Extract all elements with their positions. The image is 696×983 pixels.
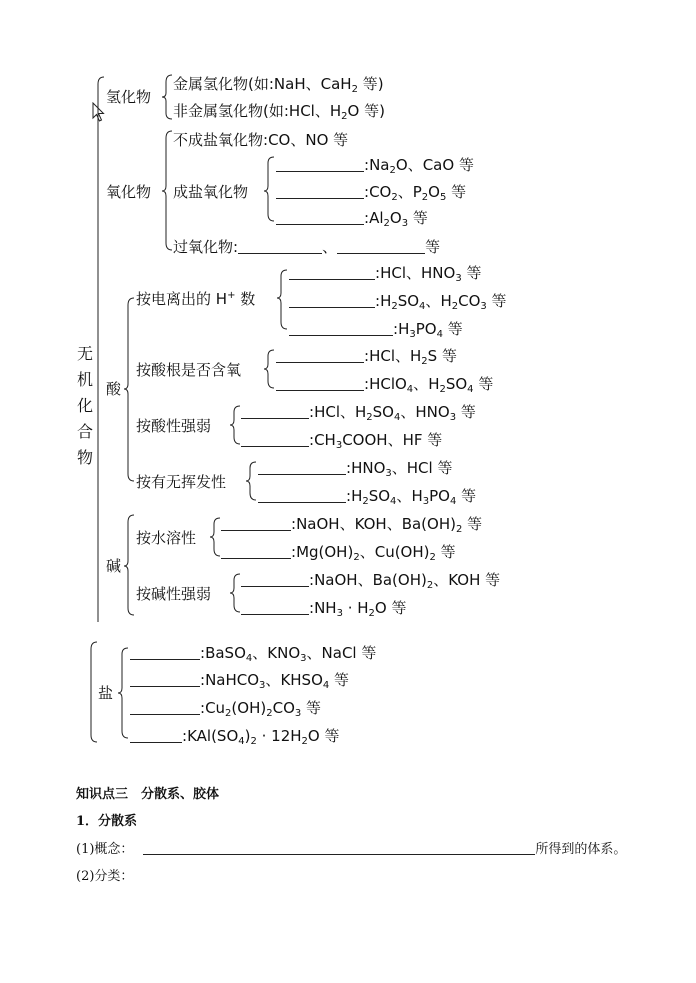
answer-blank[interactable] — [143, 840, 535, 855]
classify-line: (2)分类： — [76, 869, 134, 884]
base-strength-row-1: :NaOH、$Ba(OH)_2$、KOH 等 — [241, 571, 500, 589]
acid-o-bracket — [264, 350, 274, 388]
subsection-title: 1．分散系 — [76, 814, 138, 829]
salt-row-3: $:Cu_2(OH)_2CO_3$ 等 — [130, 699, 321, 717]
acid-h-bracket — [277, 270, 287, 329]
salt-oxide-label: 成盐氧化物 — [173, 183, 249, 201]
acid-vol-row-1: $:HNO_3$、HCl 等 — [258, 459, 452, 477]
salt-oxide-bracket — [264, 157, 274, 221]
answer-blank[interactable] — [221, 516, 291, 531]
hydride-label: 氢化物 — [106, 88, 152, 106]
base-sol-row-2: $:Mg(OH)_2$、$Cu(OH)_2$ 等 — [221, 543, 456, 561]
nonmetal-hydride-row: 非金属氢化物(如:HCl、$H_2O$ 等) — [173, 102, 385, 122]
concept-line: (1)概念： 所得到的体系。 — [76, 842, 627, 857]
hydride-bracket — [162, 75, 172, 119]
base-strength-bracket — [230, 574, 240, 612]
acid-o-row-2: :HClO$_4$、$H_2SO_4$ 等 — [276, 375, 493, 393]
acid-bracket — [124, 298, 134, 481]
salt-inner-bracket — [118, 648, 128, 738]
salt-outer-bracket — [91, 642, 97, 742]
answer-blank[interactable] — [258, 460, 346, 475]
answer-blank[interactable] — [337, 239, 425, 254]
metal-hydride-row: 金属氢化物(如:NaH、CaH$_2$ 等) — [173, 75, 384, 95]
acid-strength-row-2: $:CH_3COOH$、HF 等 — [241, 431, 442, 449]
answer-blank[interactable] — [258, 488, 346, 503]
acid-label: 酸 — [106, 380, 122, 398]
answer-blank[interactable] — [276, 157, 364, 172]
answer-blank[interactable] — [241, 432, 309, 447]
answer-blank[interactable] — [241, 404, 309, 419]
oxide-bracket — [162, 131, 172, 250]
salt-oxide-row-3: $:Al_2O_3$ 等 — [276, 209, 428, 227]
base-strength-row-2: $:NH_3 \cdot H_2O$ 等 — [241, 599, 407, 617]
acid-strength-row-1: :HCl、$H_2SO_4$、$HNO_3$ 等 — [241, 403, 476, 421]
peroxide-row: 过氧化物: 、 等 — [173, 238, 441, 256]
answer-blank[interactable] — [276, 184, 364, 199]
acid-h-row-2: $:H_2SO_4$、$H_2CO_3$ 等 — [289, 292, 507, 310]
answer-blank[interactable] — [241, 600, 309, 615]
acid-o-row-1: :HCl、$H_2S$ 等 — [276, 347, 457, 365]
answer-blank[interactable] — [241, 572, 309, 587]
root-label: 无机化合物 — [76, 344, 93, 467]
salt-row-1: :BaSO$_4$、$KNO_3$、NaCl 等 — [130, 644, 376, 662]
mouse-pointer-icon — [92, 102, 106, 122]
root-bracket — [98, 77, 104, 622]
base-strength-label: 按碱性强弱 — [136, 585, 212, 603]
acid-volatility-label: 按有无挥发性 — [136, 473, 227, 491]
acid-h-row-1: :HCl、$HNO_3$ 等 — [289, 264, 481, 282]
base-bracket — [124, 515, 134, 615]
acid-volatility-bracket — [246, 462, 256, 500]
salt-row-2: :NaHCO$_3$、$KHSO_4$ 等 — [130, 671, 349, 689]
salt-oxide-row-2: $:CO_2$、$P_2O_5$ 等 — [276, 183, 466, 201]
acid-strength-bracket — [230, 406, 240, 444]
base-label: 碱 — [106, 557, 122, 575]
answer-blank[interactable] — [289, 293, 375, 308]
answer-blank[interactable] — [289, 265, 375, 280]
answer-blank[interactable] — [130, 672, 200, 687]
answer-blank[interactable] — [130, 645, 200, 660]
salt-row-4: $:KAl(SO_4)_2 \cdot 12H_2O$ 等 — [130, 727, 340, 745]
answer-blank[interactable] — [130, 700, 200, 715]
answer-blank[interactable] — [276, 210, 364, 225]
answer-blank[interactable] — [238, 239, 322, 254]
answer-blank[interactable] — [289, 321, 393, 336]
acid-by-oxygen-label: 按酸根是否含氧 — [136, 361, 242, 379]
acid-h-row-3: $:H_3PO_4$ 等 — [289, 320, 463, 338]
salt-label: 盐 — [98, 684, 114, 702]
answer-blank[interactable] — [130, 728, 182, 743]
salt-oxide-row-1: $:Na_2O$、CaO 等 — [276, 156, 474, 174]
acid-vol-row-2: $:H_2SO_4$、$H_3PO_4$ 等 — [258, 487, 476, 505]
no-salt-oxide-row: 不成盐氧化物:CO、NO 等 — [173, 131, 349, 149]
acid-by-h-label: 按电离出的 H+ 数 — [136, 290, 256, 308]
oxide-label: 氧化物 — [106, 183, 152, 201]
answer-blank[interactable] — [276, 376, 364, 391]
answer-blank[interactable] — [276, 348, 364, 363]
base-sol-label: 按水溶性 — [136, 529, 197, 547]
acid-strength-label: 按酸性强弱 — [136, 417, 212, 435]
section-title: 知识点三 分散系、胶体 — [76, 787, 220, 802]
answer-blank[interactable] — [221, 544, 291, 559]
base-sol-row-1: :NaOH、KOH、$Ba(OH)_2$ 等 — [221, 515, 482, 533]
base-sol-bracket — [210, 518, 220, 556]
